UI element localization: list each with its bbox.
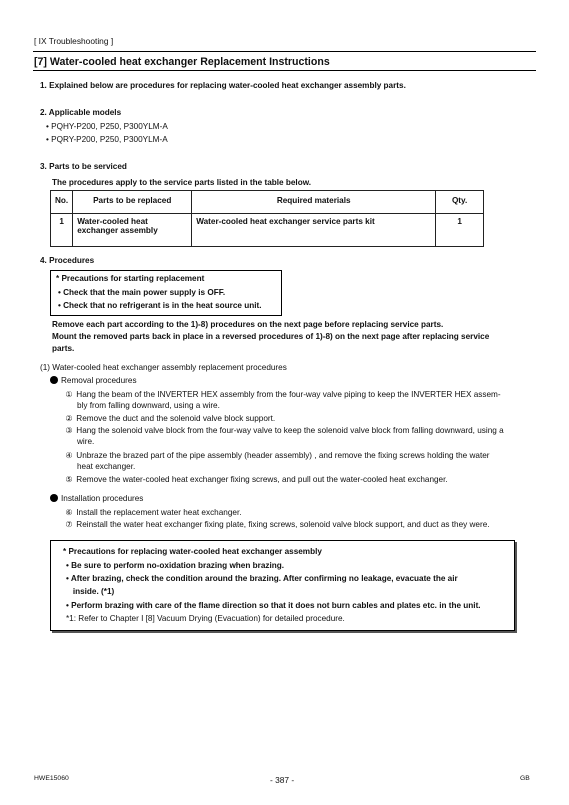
page-number: - 387 - <box>270 775 295 785</box>
precaution-item: • Be sure to perform no-oxidation brazing when brazing. <box>66 561 285 570</box>
parts-note: The procedures apply to the service parts listed in the table below. <box>52 178 312 187</box>
step-number: ② <box>65 414 73 423</box>
instruction-line: Mount the removed parts back in place in a reversed procedures of 1)-8) on the next page after replacing service <box>52 332 490 341</box>
model-item: • PQHY-P200, P250, P300YLM-A <box>46 122 168 131</box>
step-text: Remove the water-cooled heat exchanger fixing screws, and pull out the water-cooled heat exchanger. <box>76 475 448 484</box>
region-code: GB <box>520 775 530 782</box>
instruction-line: parts. <box>52 344 75 353</box>
col-materials: Required materials <box>192 191 436 214</box>
bullet-icon <box>50 494 58 502</box>
step-text: Unbraze the brazed part of the pipe assembly (header assembly) , and remove the fixing screws holding the water <box>76 451 490 460</box>
header-rule <box>33 51 536 52</box>
removal-step <box>64 474 448 484</box>
install-step <box>64 507 242 517</box>
step-text: Reinstall the water heat exchanger fixing plate, fixing screws, solenoid valve block support, and duct as they were. <box>76 520 490 529</box>
model-item: • PQRY-P200, P250, P300YLM-A <box>46 135 168 144</box>
step-number: ⑦ <box>65 520 73 529</box>
procedures-heading: 4. Procedures <box>40 256 95 265</box>
step-continuation: bly from falling downward, using a wire. <box>77 401 220 410</box>
col-no: No. <box>51 191 73 214</box>
precaution-footnote: *1: Refer to Chapter I [8] Vacuum Drying (Evacuation) for detailed procedure. <box>66 614 345 623</box>
removal-title <box>50 376 137 385</box>
doc-code: HWE15060 <box>34 775 69 782</box>
col-qty: Qty. <box>436 191 484 214</box>
section-title: [7] Water-cooled heat exchanger Replacement Instructions <box>34 56 330 68</box>
install-title-text: Installation procedures <box>61 494 144 503</box>
step-text: Hang the solenoid valve block from the four-way valve to keep the solenoid valve block from falling downward, using a <box>76 426 504 435</box>
table-header-row <box>51 191 484 214</box>
cell-part <box>73 214 192 247</box>
precautions-start-title: * Precautions for starting replacement <box>56 274 205 283</box>
removal-step <box>64 389 501 399</box>
step-number: ③ <box>65 426 73 435</box>
sub-heading: (1) Water-cooled heat exchanger assembly replacement procedures <box>40 363 287 372</box>
step-continuation: heat exchanger. <box>77 462 136 471</box>
removal-step <box>64 450 490 460</box>
step-number: ⑤ <box>65 475 73 484</box>
step-text: Install the replacement water heat exchanger. <box>76 508 242 517</box>
step-text: Hang the beam of the INVERTER HEX assembly from the four-way valve piping to keep the INVERTER HEX assem- <box>76 390 501 399</box>
cell-no: 1 <box>51 214 73 247</box>
step-continuation: wire. <box>77 437 95 446</box>
install-title <box>50 494 143 503</box>
intro-number: 1. <box>40 81 47 90</box>
install-step <box>64 519 490 529</box>
intro-text: Explained below are procedures for replacing water-cooled heat exchanger assembly parts. <box>49 81 406 90</box>
precaution-item: • Check that the main power supply is OFF. <box>58 288 226 297</box>
cell-part-line: Water-cooled heat <box>77 217 148 226</box>
instruction-line: Remove each part according to the 1)-8) procedures on the next page before replacing service parts. <box>52 320 444 329</box>
bullet-icon <box>50 376 58 384</box>
step-number: ⑥ <box>65 508 73 517</box>
step-number: ④ <box>65 451 73 460</box>
removal-title-text: Removal procedures <box>61 376 137 385</box>
precautions-replace-title: * Precautions for replacing water-cooled heat exchanger assembly <box>63 547 322 556</box>
cell-qty: 1 <box>436 214 484 247</box>
title-rule <box>33 70 536 71</box>
chapter-label: [ IX Troubleshooting ] <box>34 36 114 46</box>
step-number: ① <box>65 390 73 399</box>
col-parts: Parts to be replaced <box>73 191 192 214</box>
precaution-item: • Check that no refrigerant is in the heat source unit. <box>58 301 262 310</box>
intro-paragraph <box>40 81 406 90</box>
parts-heading: 3. Parts to be serviced <box>40 162 127 171</box>
step-text: Remove the duct and the solenoid valve block support. <box>76 414 276 423</box>
models-heading: 2. Applicable models <box>40 108 122 117</box>
removal-step <box>64 413 275 423</box>
cell-part-line: exchanger assembly <box>77 226 158 235</box>
parts-table <box>50 190 484 247</box>
precaution-item: • After brazing, check the condition around the brazing. After confirming no leakage, evacuate the air <box>66 574 458 583</box>
precaution-item: inside. (*1) <box>66 587 115 596</box>
cell-materials: Water-cooled heat exchanger service parts kit <box>192 214 436 247</box>
precaution-item: • Perform brazing with care of the flame direction so that it does not burn cables and plates etc. in the unit. <box>66 601 481 610</box>
table-row <box>51 214 484 247</box>
removal-step <box>64 425 504 435</box>
